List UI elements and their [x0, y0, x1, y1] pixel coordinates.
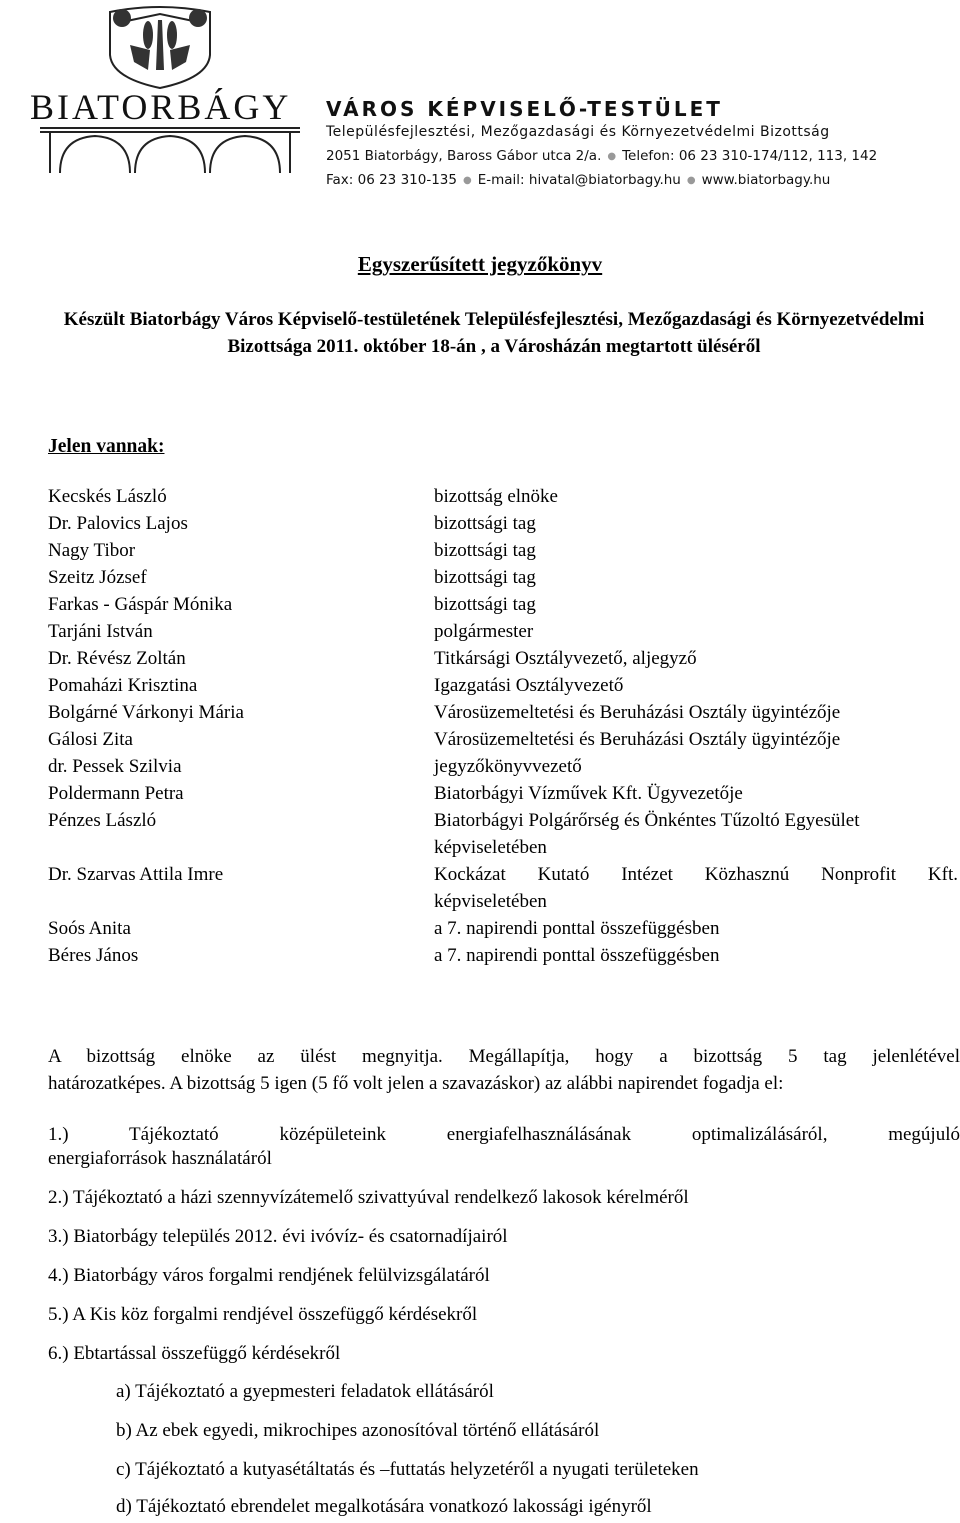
bullet-icon: ● [462, 174, 472, 186]
committee-name: Településfejlesztési, Mezőgazdasági és Környezetvédelmi Bizottság [326, 124, 830, 140]
attendee-role-cont: képviseletében [434, 837, 547, 858]
attendee-name: Pomaházi Krisztina [48, 675, 198, 696]
attendee-role-cont: képviseletében [434, 891, 547, 912]
attendee-name: Dr. Palovics Lajos [48, 513, 188, 534]
document-title: Egyszerűsített jegyzőkönyv [357, 252, 603, 276]
attendee-name: Farkas - Gáspár Mónika [48, 594, 233, 615]
attendee-name: Nagy Tibor [48, 540, 136, 561]
email: E-mail: hivatal@biatorbagy.hu [477, 172, 681, 188]
attendee-name: Szeitz József [48, 567, 147, 588]
fax: Fax: 06 23 310-135 [326, 172, 457, 188]
council-name: VÁROS KÉPVISELŐ-TESTÜLET [326, 97, 723, 121]
present-heading: Jelen vannak: [48, 436, 165, 457]
attendee-role: bizottsági tag [434, 594, 536, 615]
agenda-item: 5.) A Kis köz forgalmi rendjével összefüggő kérdésekről [48, 1304, 478, 1325]
attendee-role: Városüzemeltetési és Beruházási Osztály ügyintézője [434, 702, 841, 723]
agenda-item: 2.) Tájékoztató a házi szennyvízátemelő szivattyúval rendelkező lakosok kérelméről [48, 1187, 689, 1208]
attendee-name: Béres János [48, 945, 139, 966]
attendee-name: Soós Anita [48, 918, 131, 939]
attendee-role: a 7. napirendi ponttal összefüggésben [434, 945, 720, 966]
agenda-item: 6.) Ebtartással összefüggő kérdésekről [48, 1343, 341, 1364]
attendee-name: Poldermann Petra [48, 783, 184, 804]
bullet-icon: ● [607, 150, 617, 162]
agenda-item-cont: energiaforrások használatáról [48, 1148, 272, 1169]
agenda-subitem: d) Tájékoztató ebrendelet megalkotására vonatkozó lakossági igényről [116, 1496, 652, 1517]
agenda-item: 1.) Tájékoztató középületeink energiafelhasználásának optimalizálásáról, megújuló [48, 1124, 960, 1145]
attendee-role: Biatorbágyi Polgárőrség és Önkéntes Tűzoltó Egyesület [434, 810, 860, 831]
attendee-role: Titkársági Osztályvezető, aljegyző [434, 648, 697, 669]
address-line [326, 148, 877, 164]
coat-of-arms-logo [30, 0, 290, 95]
attendee-name: Bolgárné Várkonyi Mária [48, 702, 244, 723]
attendee-name: Gálosi Zita [48, 729, 133, 750]
attendee-name: dr. Pessek Szilvia [48, 756, 182, 777]
address: 2051 Biatorbágy, Baross Gábor utca 2/a. [326, 148, 602, 164]
opening-line-2: határozatképes. A bizottság 5 igen (5 fő volt jelen a szavazáskor) az alábbi napirendet fogadja el: [48, 1073, 784, 1094]
attendee-name: Tarjáni István [48, 621, 153, 642]
attendee-name: Dr. Szarvas Attila Imre [48, 864, 224, 885]
phone: Telefon: 06 23 310-174/112, 113, 142 [622, 148, 878, 164]
document-subtitle: Készült Biatorbágy Város Képviselő-testületének Településfejlesztési, Mezőgazdasági és Környezetvédelmi Bizottsága 2011. október 18-án , a Városházán megtartott üléséről [63, 309, 925, 357]
attendee-role: jegyzőkönyvvezető [434, 756, 582, 777]
contact-line [326, 172, 830, 188]
agenda-subitem: c) Tájékoztató a kutyasétáltatás és –futtatás helyzetéről a nyugati területeken [116, 1459, 699, 1480]
attendee-role: a 7. napirendi ponttal összefüggésben [434, 918, 720, 939]
brand-wordmark: BIATORBÁGY [30, 87, 292, 127]
opening-line-1: A bizottság elnöke az ülést megnyitja. Megállapítja, hogy a bizottság 5 tag jelenlétével [48, 1046, 960, 1067]
attendee-role: bizottság elnöke [434, 486, 558, 507]
agenda-item: 4.) Biatorbágy város forgalmi rendjének felülvizsgálatáról [48, 1265, 490, 1286]
website: www.biatorbagy.hu [701, 172, 831, 188]
attendee-role: bizottsági tag [434, 540, 536, 561]
agenda-subitem: a) Tájékoztató a gyepmesteri feladatok ellátásáról [116, 1381, 494, 1402]
attendee-name: Dr. Révész Zoltán [48, 648, 186, 669]
attendee-role: bizottsági tag [434, 567, 536, 588]
bullet-icon: ● [686, 174, 696, 186]
agenda-item: 3.) Biatorbágy település 2012. évi ivóvíz- és csatornadíjairól [48, 1226, 508, 1247]
attendee-role: Igazgatási Osztályvezető [434, 675, 624, 696]
agenda-subitem: b) Az ebek egyedi, mikrochipes azonosítóval történő ellátásáról [116, 1420, 600, 1441]
attendee-role: polgármester [434, 621, 534, 642]
attendee-role: Városüzemeltetési és Beruházási Osztály ügyintézője [434, 729, 841, 750]
viaduct-illustration [40, 118, 300, 178]
attendee-role: Kockázat Kutató Intézet Közhasznú Nonprofit Kft. [434, 864, 958, 885]
attendee-name: Kecskés László [48, 486, 167, 507]
attendee-role: Biatorbágyi Vízművek Kft. Ügyvezetője [434, 783, 743, 804]
attendee-name: Pénzes László [48, 810, 157, 831]
attendee-role: bizottsági tag [434, 513, 536, 534]
